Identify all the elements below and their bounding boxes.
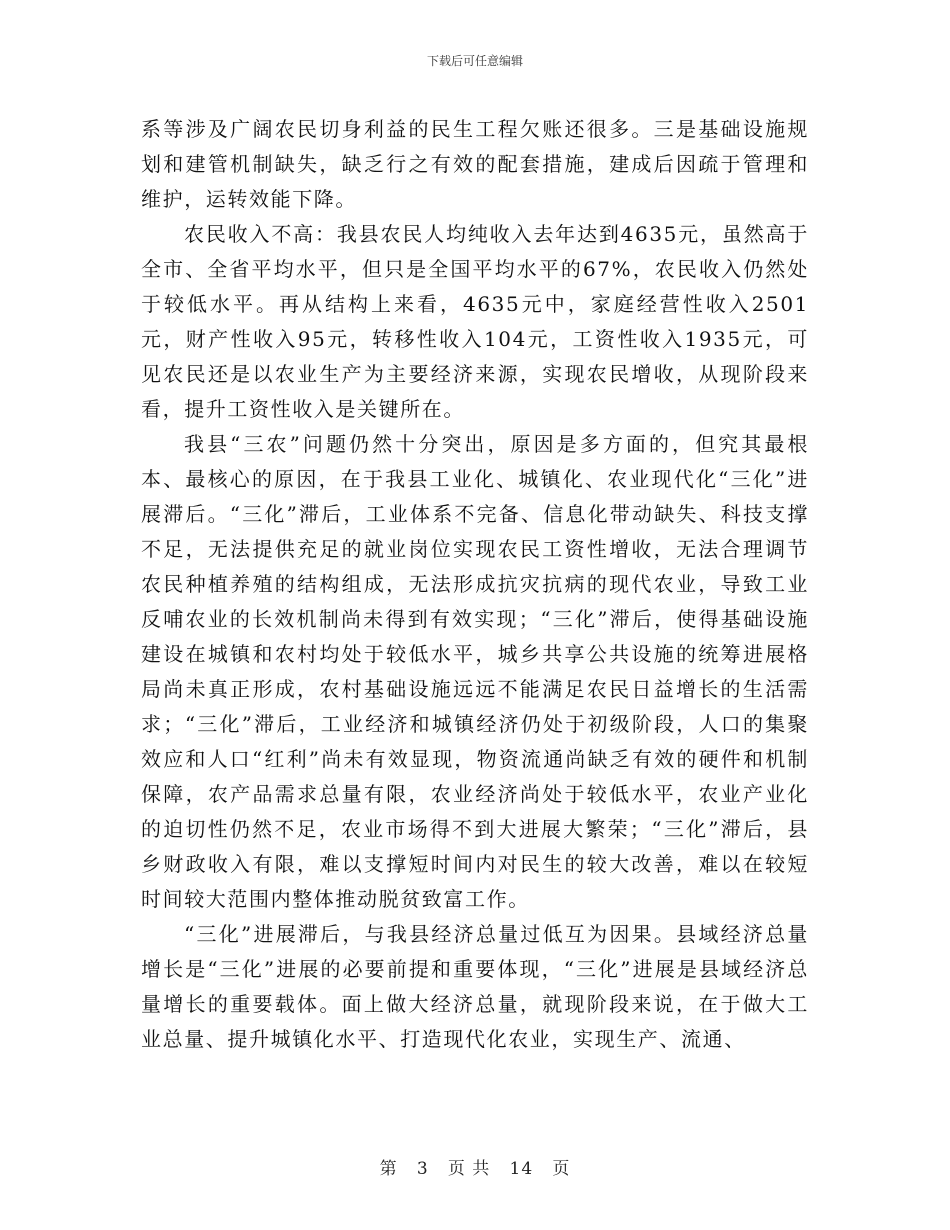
paragraph-farmer-income: 农民收入不高：我县农民人均纯收入去年达到4635元，虽然高于全市、全省平均水平，但只是全国平均水平的67%，农民收入仍然处于较低水平。再从结构上来看，4635元中，家庭经营性收入2501元，财产性收入95元，转移性收入104元，工资性收入1935元，可见农民还是以农业生产为主要经济来源，实现农民增收，从现阶段来看，提升工资性收入是关键所在。 [141,222,809,421]
footer-prefix: 第 [379,1159,398,1179]
paragraph-three-modernizations: 我县“三农”问题仍然十分突出，原因是多方面的，但究其最根本、最核心的原因，在于我县工业化、城镇化、农业现代化“三化”进展滞后。“三化”滞后，工业体系不完备、信息化带动缺失、科技支撑不足，无法提供充足的就业岗位实现农民工资性增收，无法合理调节农民种植养殖的结构组成，无法形成抗灾抗病的现代农业，导致工业反哺农业的长效机制尚未得到有效实现；“三化”滞后，使得基础设施建设在城镇和农村均处于较低水平，城乡共享公共设施的统筹进展格局尚未真正形成，农村基础设施远远不能满足农民日益增长的生活需求；“三化”滞后，工业经济和城镇经济仍处于初级阶段，人口的集聚效应和人口“红利”尚未有效显现，物资流通尚缺乏有效的硬件和机制保障，农产品需求总量有限，农业经济尚处于较低水平，农业产业化的迫切性仍然不足，农业市场得不到大进展大繁荣；“三化”滞后，县乡财政收入有限，难以支撑短时间内对民生的较大改善，难以在较短时间较大范围内整体推动脱贫致富工作。 [141,432,809,911]
footer-middle: 页 共 [447,1159,491,1179]
footer-total-pages: 14 [509,1159,534,1179]
page-footer [0,1154,950,1179]
footer-suffix: 页 [552,1159,571,1179]
page-header-note: 下载后可任意编辑 [426,54,523,68]
paragraph-economic-total: “三化”进展滞后，与我县经济总量过低互为因果。县域经济总量增长是“三化”进展的必要前提和重要体现，“三化”进展是县域经济总量增长的重要载体。面上做大经济总量，就现阶段来说，在于做大工业总量、提升城镇化水平、打造现代化农业，实现生产、流通、 [141,922,809,1051]
paragraph-continuation: 系等涉及广阔农民切身利益的民生工程欠账还很多。三是基础设施规划和建管机制缺失，缺乏行之有效的配套措施，建成后因疏于管理和维护，运转效能下降。 [141,117,809,211]
footer-current-page: 3 [416,1159,429,1179]
document-body [141,112,809,1057]
